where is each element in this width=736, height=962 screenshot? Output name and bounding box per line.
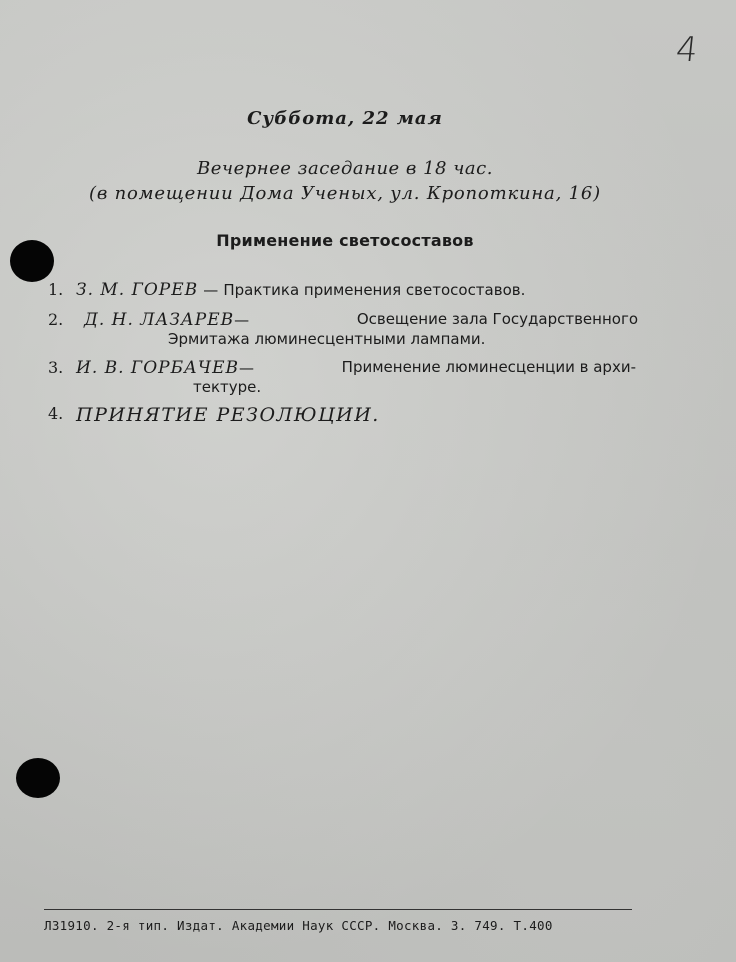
item-number: 1.: [48, 280, 64, 299]
talk-topic: Применение люминесценции в архи-: [341, 358, 636, 376]
section-title: Применение светосоставов: [216, 231, 474, 250]
dash: —: [203, 281, 219, 299]
date-heading: Суббота, 22 мая: [247, 108, 443, 129]
dash: —: [234, 311, 250, 329]
talk-topic: Практика применения светосоставов.: [223, 281, 526, 299]
resolution-title: ПРИНЯТИЕ РЕЗОЛЮЦИИ.: [76, 404, 380, 426]
printer-imprint: Л31910. 2-я тип. Издат. Академии Наук СССР. Москва. З. 749. Т.400: [44, 918, 553, 933]
session-time: Вечернее заседание в 18 час.: [197, 158, 493, 179]
speaker-name: Д. Н. ЛАЗАРЕВ: [84, 310, 235, 330]
dash: —: [238, 359, 254, 377]
item-line: [76, 280, 525, 300]
talk-topic: Освещение зала Государственного: [356, 310, 638, 328]
item-number: 3.: [48, 358, 64, 377]
talk-topic-continued: тектуре.: [193, 378, 262, 396]
speaker-name: З. М. ГОРЕВ: [76, 280, 199, 300]
item-number: 2.: [48, 310, 64, 329]
talk-topic-continued: Эрмитажа люминесцентными лампами.: [168, 330, 486, 348]
session-location: (в помещении Дома Ученых, ул. Кропоткина, 16): [89, 183, 601, 204]
footer-divider: [44, 909, 632, 910]
item-line: [84, 310, 638, 330]
item-number: 4.: [48, 404, 64, 423]
page-number: 4: [673, 30, 700, 70]
binder-hole-bottom: [16, 758, 60, 798]
item-line: [76, 358, 636, 378]
speaker-name: И. В. ГОРБАЧЕВ: [76, 358, 239, 378]
